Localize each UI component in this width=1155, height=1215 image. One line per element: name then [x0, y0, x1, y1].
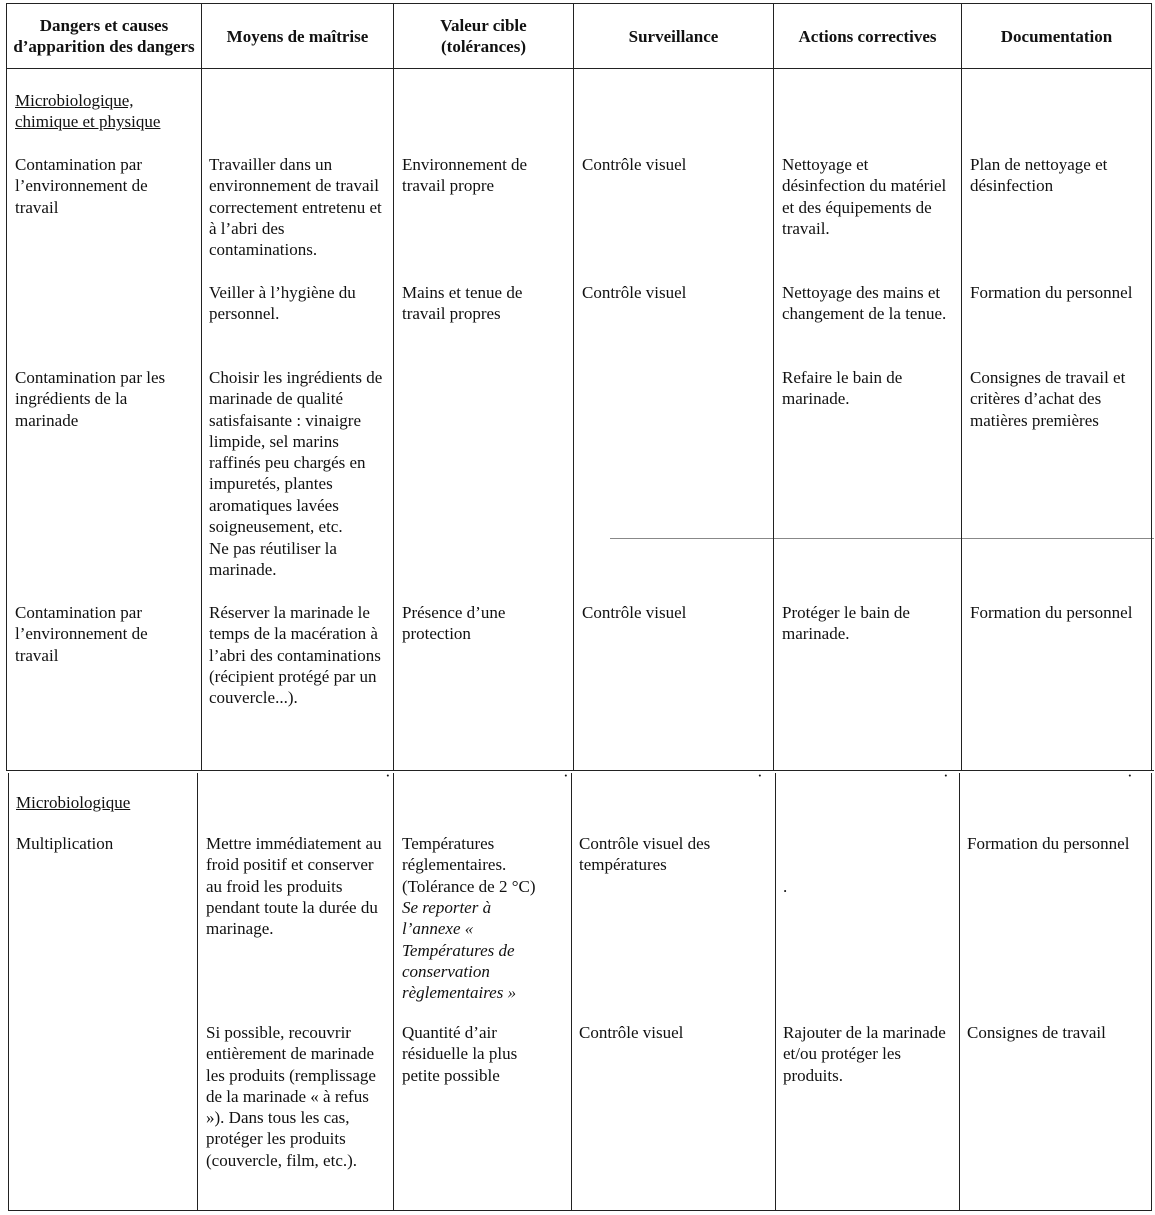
upper-table-bottom-border: [6, 770, 1154, 771]
col-divider: [773, 3, 774, 771]
col-divider: [571, 773, 572, 1211]
scan-mark: ·: [757, 766, 763, 785]
scan-mark: ·: [385, 766, 391, 785]
hazard-cell: Contamination par les ingrédients de la marinade: [15, 368, 166, 430]
col-divider: [6, 3, 7, 771]
monitoring-cell: Contrôle visuel: [582, 603, 687, 622]
control-cell: Veiller à l’hygiène du personnel.: [209, 283, 356, 324]
hazard-cell: Contamination par l’environnement de travail: [15, 603, 148, 665]
corrective-cell: Rajouter de la marinade et/ou protéger les produits.: [783, 1023, 946, 1085]
control-cell: Mettre immédiatement au froid positif et conserver au froid les produits pendant toute la durée du marinage.: [206, 834, 382, 939]
col-divider: [8, 773, 9, 1211]
hazard-cell: Contamination par l’environnement de travail: [15, 155, 148, 217]
monitoring-cell: Contrôle visuel: [579, 1023, 684, 1042]
header-control-label: Moyens de maîtrise: [226, 26, 369, 46]
corrective-cell: Protéger le bain de marinade.: [782, 603, 910, 644]
target-note-cell: Se reporter à l’annexe « Températures de conservation règlementaires »: [402, 898, 517, 1003]
header-target-label: Valeur cible (tolérances): [440, 16, 527, 56]
documentation-cell: Plan de nettoyage et désinfection: [970, 155, 1108, 196]
corrective-cell: Nettoyage des mains et changement de la tenue.: [782, 283, 947, 324]
col-divider: [775, 773, 776, 1211]
hazard-cell: Multiplication: [16, 834, 114, 853]
monitoring-cell: Contrôle visuel: [582, 155, 687, 174]
documentation-cell: Formation du personnel: [967, 834, 1130, 853]
col-divider: [197, 773, 198, 1211]
header-hazards: [7, 4, 201, 68]
header-corrective-label: Actions correctives: [798, 26, 937, 46]
col-divider: [201, 3, 202, 771]
col-divider: [573, 3, 574, 771]
target-cell: Présence d’une protection: [402, 603, 506, 644]
col-divider: [393, 3, 394, 771]
documentation-cell: Formation du personnel: [970, 603, 1133, 622]
header-target: [394, 4, 573, 68]
target-cell: Mains et tenue de travail propres: [402, 283, 523, 324]
control-cell: Si possible, recouvrir entièrement de marinade les produits (remplissage de la marinade « à refus »). Dans tous les cas, protéger les produits (couvercle, film, etc.).: [206, 1023, 376, 1170]
control-extra-cell: Ne pas réutiliser la marinade.: [209, 539, 337, 580]
documentation-cell: Consignes de travail et critères d’achat des matières premières: [970, 368, 1126, 430]
target-cell: Quantité d’air résiduelle la plus petite possible: [402, 1023, 518, 1085]
table-bottom-border: [8, 1210, 1152, 1211]
corrective-cell: Nettoyage et désinfection du matériel et des équipements de travail.: [782, 155, 947, 238]
header-monitoring-label: Surveillance: [628, 26, 719, 46]
scan-mark: ·: [1127, 766, 1133, 785]
control-cell: Réserver la marinade le temps de la macération à l’abri des contaminations (récipient protégé par un couvercle...).: [209, 603, 381, 708]
header-monitoring: [574, 4, 773, 68]
header-hazards-label: Dangers et causes d’apparition des dangers: [13, 16, 195, 56]
col-divider: [1151, 773, 1152, 1211]
target-cell: Températures réglementaires. (Tolérance de 2 °C): [402, 834, 536, 896]
header-control: [202, 4, 393, 68]
col-divider: [1151, 3, 1152, 771]
control-cell: Choisir les ingrédients de marinade de qualité satisfaisante : vinaigre limpide, sel marins raffinés peu chargés en impuretés, plantes aromatiques lavées soigneusement, etc.: [209, 368, 383, 537]
corrective-cell: .: [783, 877, 788, 896]
col-divider: [959, 773, 960, 1211]
col-divider: [961, 3, 962, 771]
documentation-cell: Formation du personnel: [970, 283, 1133, 302]
header-bottom-border: [6, 68, 1152, 69]
category-label: Microbiologique, chimique et physique: [15, 91, 161, 132]
scan-mark: ·: [563, 766, 569, 785]
header-documentation-label: Documentation: [1000, 26, 1113, 46]
corrective-cell: Refaire le bain de marinade.: [782, 368, 903, 409]
monitoring-cell: Contrôle visuel des températures: [579, 834, 711, 875]
documentation-cell: Consignes de travail: [967, 1023, 1106, 1042]
partial-row-divider: [610, 538, 1154, 539]
scan-mark: ·: [943, 766, 949, 785]
category-label: Microbiologique: [16, 793, 131, 812]
header-documentation: [962, 4, 1151, 68]
control-cell: Travailler dans un environnement de travail correctement entretenu et à l’abri des contaminations.: [209, 155, 382, 260]
col-divider: [393, 773, 394, 1211]
header-corrective: [774, 4, 961, 68]
target-cell: Environnement de travail propre: [402, 155, 528, 196]
monitoring-cell: Contrôle visuel: [582, 283, 687, 302]
